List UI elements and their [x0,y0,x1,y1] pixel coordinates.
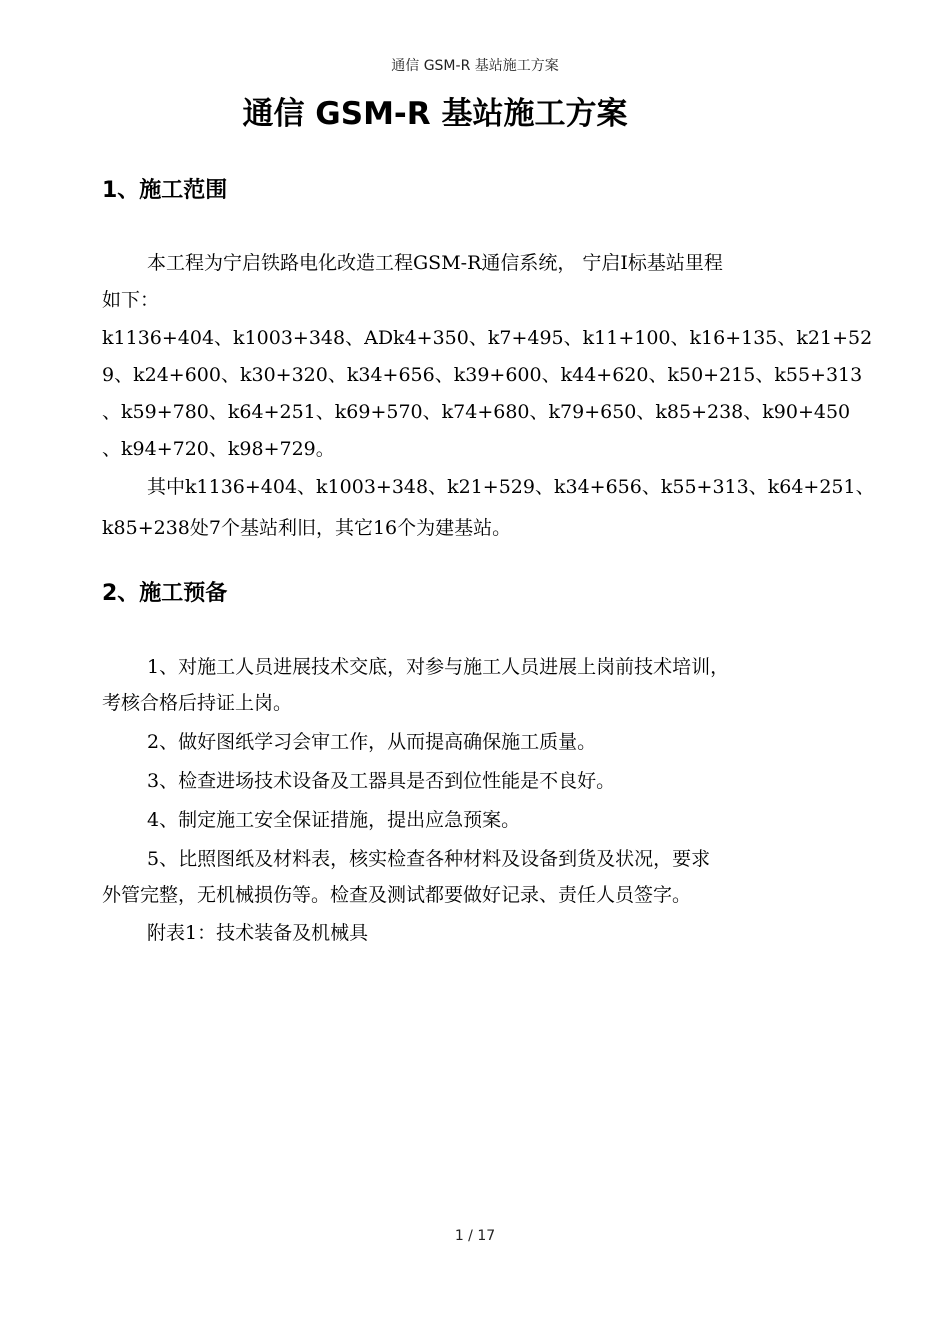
document-title: 通信 GSM-R 基站施工方案 [242,96,628,132]
page-number: 1 / 17 [454,1228,496,1244]
scope-intro-line-1: 本工程为宁启铁路电化改造工程GSM-R通信系统， 宁启Ⅰ标基站里程 [147,252,723,274]
prep-item-3: 3、检查进场技术设备及工器具是否到位性能是不良好。 [147,770,616,792]
reuse-line-2: k85+238处7个基站利旧，其它16个为建基站。 [102,517,512,539]
mileage-line-3: 、k59+780、k64+251、k69+570、k74+680、k79+650、k85+238、k90+450 [102,401,851,423]
prep-item-1-line-1: 1、对施工人员进展技术交底，对参与施工人员进展上岗前技术培训， [147,656,730,678]
prep-item-4: 4、制定施工安全保证措施，提出应急预案。 [147,809,521,831]
appendix-caption: 附表1：技术装备及机械具 [147,922,369,944]
section-heading-preparation: 2、施工预备 [102,581,228,606]
section-heading-scope: 1、施工范围 [102,178,228,203]
prep-item-2: 2、做好图纸学习会审工作，从而提高确保施工质量。 [147,731,597,753]
mileage-line-1: k1136+404、k1003+348、ADk4+350、k7+495、k11+100、k16+135、k21+52 [102,327,873,349]
prep-item-5-line-2: 外管完整，无机械损伤等。检查及测试都要做好记录、责任人员签字。 [102,884,692,906]
scope-intro-line-2: 如下： [102,289,160,311]
reuse-line-1: 其中k1136+404、k1003+348、k21+529、k34+656、k55+313、k64+251、 [147,476,875,498]
mileage-line-2: 9、k24+600、k30+320、k34+656、k39+600、k44+620、k50+215、k55+313 [102,364,863,386]
prep-item-1-line-2: 考核合格后持证上岗。 [102,692,293,714]
mileage-line-4: 、k94+720、k98+729。 [102,438,335,460]
prep-item-5-line-1: 5、比照图纸及材料表，核实检查各种材料及设备到货及状况，要求 [147,848,711,870]
running-header: 通信 GSM-R 基站施工方案 [391,58,559,74]
